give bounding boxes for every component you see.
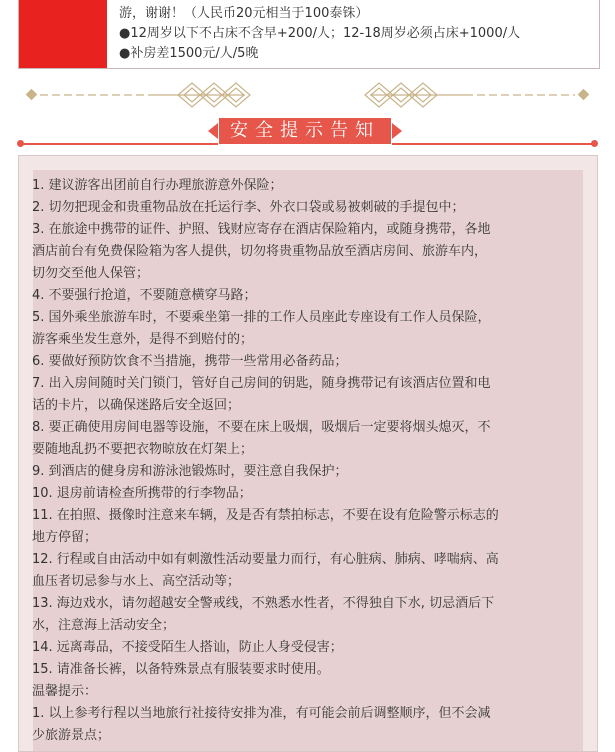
notice-line: 水，注意海上活动安全； — [32, 618, 176, 633]
notice-line: 6. 要做好预防饮食不当措施，携带一些常用必备药品； — [32, 354, 348, 369]
banner-notch-left — [208, 123, 218, 139]
notice-line: 11. 在拍照、摄像时注意来车辆，及是否有禁拍标志，不要在设有危险警示标志的 — [32, 508, 499, 523]
notice-line: 游客乘坐发生意外，是得不到赔付的； — [32, 332, 254, 347]
fee-accent-block — [19, 0, 107, 68]
notice-line: 13. 海边戏水，请勿超越安全警戒线，不熟悉水性者，不得独自下水, 切忌酒后下 — [32, 596, 495, 611]
notice-line: 15. 请准备长裤，以备特殊景点有服装要求时使用。 — [32, 662, 330, 677]
notice-line: 5. 国外乘坐旅游车时，不要乘坐第一排的工作人员座此专座设有工作人员保险， — [32, 310, 491, 325]
fee-line: ●补房差1500元/人/5晚 — [119, 46, 259, 61]
notice-line: 2. 切勿把现金和贵重物品放在托运行李、外衣口袋或易被刺破的手提包中； — [32, 200, 465, 215]
notice-line: 14. 远离毒品，不接受陌生人搭讪，防止人身受侵害； — [32, 640, 343, 655]
title-rule-dot-left — [17, 140, 24, 147]
section-title: 安全提示告知 — [218, 117, 392, 145]
notice-line: 7. 出入房间随时关门锁门，管好自己房间的钥匙，随身携带记有该酒店位置和电 — [32, 376, 491, 391]
notice-line: 切勿交至他人保管； — [32, 266, 150, 281]
fee-info-text — [119, 4, 591, 64]
notice-line: 话的卡片，以确保迷路后安全返回； — [32, 398, 241, 413]
section-title-banner — [208, 117, 402, 145]
notice-line: 酒店前台有免费保险箱为客人提供，切勿将贵重物品放至酒店房间、旅游车内， — [32, 244, 488, 259]
notice-line: 4. 不要强行抢道，不要随意横穿马路； — [32, 288, 257, 303]
notice-list — [32, 175, 582, 747]
notice-line: 8. 要正确使用房间电器等设施，不要在床上吸烟，吸烟后一定要将烟头熄灭，不 — [32, 420, 491, 435]
fee-line: 游，谢谢！（人民币20元相当于100泰铢） — [119, 6, 369, 21]
notice-line: 要随地乱扔不要把衣物晾放在灯架上； — [32, 442, 254, 457]
title-rule-dot-right — [591, 140, 598, 147]
notice-line: 1. 建议游客出团前自行办理旅游意外保险； — [32, 178, 283, 193]
notice-line: 3. 在旅途中携带的证件、护照、钱财应寄存在酒店保险箱内，或随身携带，各地 — [32, 222, 491, 237]
notice-line: 血压者切忌参与水上、高空活动等； — [32, 574, 241, 589]
notice-line: 1. 以上参考行程以当地旅行社接待安排为准，有可能会前后调整顺序，但不会减 — [32, 706, 491, 721]
fee-info-box — [18, 0, 600, 69]
notice-line: 地方停留； — [32, 530, 98, 545]
notice-line: 9. 到酒店的健身房和游泳池锻炼时，要注意自我保护； — [32, 464, 348, 479]
banner-notch-right — [392, 123, 402, 139]
notice-line: 10. 退房前请检查所携带的行李物品； — [32, 486, 252, 501]
notice-line: 少旅游景点； — [32, 728, 111, 743]
ornament-divider — [0, 80, 615, 110]
fee-line: ●12周岁以下不占床不含早+200/人；12-18周岁必须占床+1000/人 — [119, 26, 521, 41]
notice-line: 12. 行程或自由活动中如有刺激性活动要量力而行，有心脏病、肺病、哮喘病、高 — [32, 552, 499, 567]
notice-line: 温馨提示： — [32, 684, 98, 699]
